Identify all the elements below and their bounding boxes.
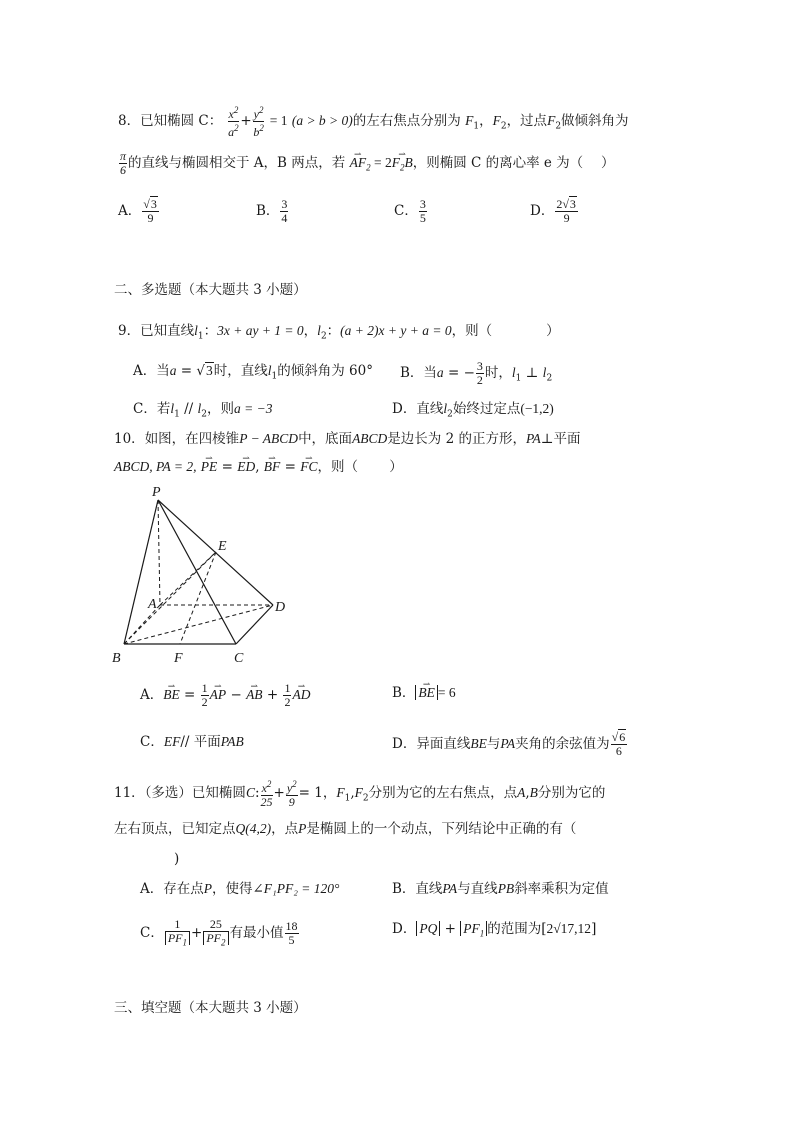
ellipse-y-fraction: $\frac{y^2}{b^2}$ (253, 105, 264, 139)
q8-option-a: A． $\frac{√3}{9}$ (118, 197, 157, 225)
section-3-heading: 三、填空题（本大题共 3 小题） (114, 1000, 307, 1016)
pyramid-figure (108, 484, 298, 669)
vertex-label-E: E (218, 539, 227, 554)
q10-option-c: C．EF// 平面PAB (140, 734, 244, 750)
q8-line2: $\frac{\pi}{6}$ 的直线与椭圆相交于 A，B 两点，若 ⇀ $AF_2$ = 2⇀ $F_2B$，则椭圆 C 的离心率 e 为（ ） (118, 150, 614, 179)
q8-option-d: D． $\frac{2√3}{9}$ (530, 197, 576, 225)
vertex-label-C: C (234, 651, 244, 666)
q9-stem: 9．已知直线$l_1$：3x + ay + 1 = 0，$l_2$：(a + 2)x + y + a = 0，则（ ） (118, 323, 560, 342)
q10-option-d: D．异面直线BE与PA夹角的余弦值为 $\frac{√6}{6}$ (392, 730, 626, 758)
vertex-label-A: A (148, 597, 157, 612)
q9-option-a: A．当a = √3时，直线$l_1$的倾斜角为 60° (133, 363, 373, 382)
q10-option-a: A．⇀ BE = $\frac{1}{2}$ ⇀ AP − ⇀ AB + $\frac{1}{2}$ ⇀ AD (140, 682, 310, 709)
q10-option-b: B．⇀ BE = 6 (392, 682, 456, 704)
edge-PB (124, 500, 158, 644)
q11-option-a: A．存在点P，使得∠F₁PF₂ = 120° (140, 881, 340, 897)
pi-over-6: $\frac{\pi}{6}$ (120, 149, 127, 177)
q11-option-b: B．直线PA与直线PB斜率乘积为定值 (392, 881, 609, 897)
q10-line2: ABCD, PA = 2, ⇀ PE = ⇀ ED, ⇀ BF = ⇀ FC，则（ ） (114, 456, 403, 478)
segment-BD (124, 605, 273, 644)
q11-option-c: C． $\frac{1}{PF_1}$ + $\frac{25}{PF_2}$ 有最小值 $\frac{18}{5}$ (140, 917, 298, 948)
q8-line1: 8．已知椭圆 C： $\frac{x^2}{a^2}$ + $\frac{y^2}{b^2}$ = 1 (a > b > 0)的左右焦点分别为 $F_1$，$F_2$，过点$F_2$做倾斜角为 (118, 105, 629, 139)
q11-line1: 11．（多选）已知椭圆C: $\frac{x^2}{25}$ + $\frac{y^2}{9}$ = 1，$F_1,F_2$分别为它的左右焦点，点A,B分别为它的 (114, 779, 606, 809)
q11-line3: ) (174, 851, 180, 867)
q10-line1: 10．如图，在四棱锥P − ABCD中，底面ABCD是边长为 2 的正方形，PA⊥平面 (114, 431, 581, 447)
edge-PA (158, 500, 160, 605)
vertex-label-P: P (152, 485, 161, 500)
vertex-label-B: B (112, 651, 121, 666)
ellipse-x-fraction: $\frac{x^2}{a^2}$ (228, 105, 239, 139)
q8-option-b: B． $\frac{3}{4}$ (256, 197, 288, 225)
q9-option-c: C．若$l_1 // l_2$，则a = −3 (133, 401, 273, 420)
segment-BE (124, 552, 216, 644)
edge-CD (236, 605, 273, 644)
vertex-label-D: D (275, 600, 286, 615)
q11-option-d: D． PQ + $PF_1$ 的范围为[2√17,12] (392, 921, 597, 939)
q9-option-d: D．直线$l_2$始终过定点(−1,2) (392, 401, 554, 420)
edge-PC (158, 500, 236, 644)
q9-option-b: B．当a = − $\frac{3}{2}$ 时，$l_1$ ⊥ $l_2$ (400, 359, 553, 387)
segment-AE (160, 552, 216, 605)
section-2-heading: 二、多选题（本大题共 3 小题） (114, 282, 307, 298)
q11-line2: 左右顶点，已知定点Q(4,2)，点P是椭圆上的一个动点，下列结论中正确的有（ (114, 821, 577, 837)
vertex-label-F: F (174, 651, 183, 666)
q8-option-c: C． $\frac{3}{5}$ (394, 197, 426, 225)
